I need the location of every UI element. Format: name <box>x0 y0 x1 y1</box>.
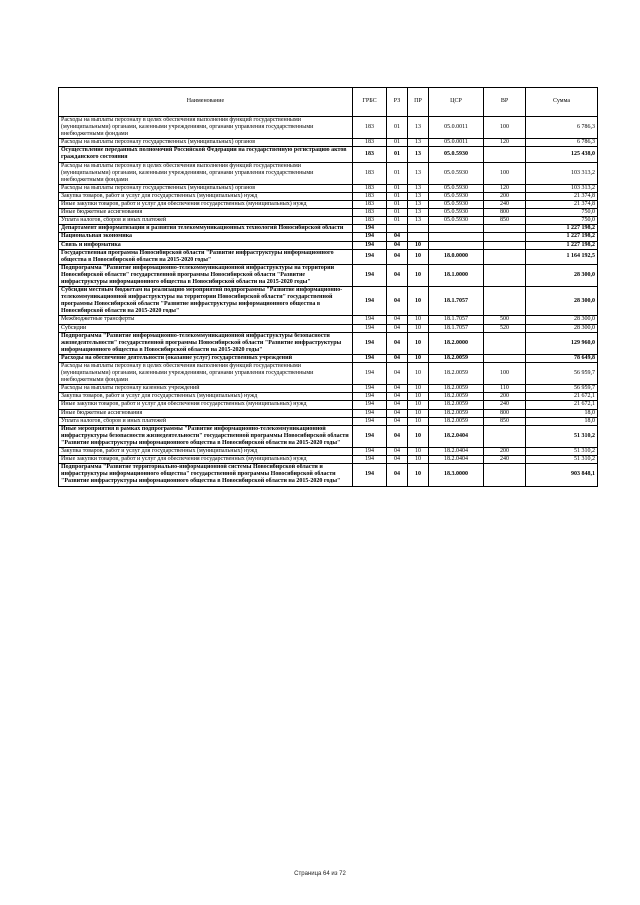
cell-grbs: 183 <box>353 209 387 217</box>
table-row <box>59 147 598 162</box>
page-number: Страница 64 из 72 <box>294 871 346 877</box>
cell-csr: 05.0.5930 <box>429 201 484 209</box>
cell-vr: 850 <box>484 417 526 425</box>
table-row <box>59 201 598 209</box>
cell-vr: 850 <box>484 217 526 225</box>
cell-rz: 04 <box>387 425 408 447</box>
table-row <box>59 249 598 264</box>
cell-pr: 10 <box>408 249 429 264</box>
cell-grbs: 194 <box>353 241 387 249</box>
cell-pr: 10 <box>408 401 429 409</box>
cell-sum: 21 672,1 <box>526 393 598 401</box>
cell-name: Подпрограмма "Развитие информационно-телекоммуникационной инфраструктуры на территории Новосибирской области" государственной программы Новосибирской области "Развитие инфраструктуры информационного общества в Новосибирской области на 2015-2020 годы" <box>59 264 353 286</box>
cell-sum: 28 300,0 <box>526 287 598 316</box>
cell-grbs: 194 <box>353 456 387 464</box>
cell-pr: 10 <box>408 448 429 456</box>
cell-csr: 18.2.0059 <box>429 385 484 393</box>
cell-rz: 01 <box>387 117 408 139</box>
cell-rz: 01 <box>387 139 408 147</box>
cell-csr: 05.0.0011 <box>429 139 484 147</box>
cell-csr: 18.1.0000 <box>429 264 484 286</box>
cell-sum: 51 310,2 <box>526 448 598 456</box>
cell-csr: 18.2.0000 <box>429 332 484 354</box>
cell-name: Связь и информатика <box>59 241 353 249</box>
cell-sum: 56 959,7 <box>526 363 598 385</box>
cell-vr <box>484 225 526 233</box>
table-row <box>59 363 598 385</box>
table-row <box>59 448 598 456</box>
table-row <box>59 139 598 147</box>
cell-pr: 13 <box>408 162 429 184</box>
cell-rz: 04 <box>387 332 408 354</box>
cell-vr: 120 <box>484 139 526 147</box>
cell-rz: 04 <box>387 385 408 393</box>
table-row <box>59 192 598 200</box>
table-row <box>59 425 598 447</box>
cell-csr: 18.2.0059 <box>429 401 484 409</box>
cell-rz: 04 <box>387 409 408 417</box>
table-row <box>59 233 598 241</box>
cell-grbs: 183 <box>353 192 387 200</box>
cell-vr: 240 <box>484 201 526 209</box>
cell-pr: 10 <box>408 264 429 286</box>
cell-grbs: 194 <box>353 324 387 332</box>
cell-name: Национальная экономика <box>59 233 353 241</box>
table-row <box>59 456 598 464</box>
cell-name: Иные бюджетные ассигнования <box>59 209 353 217</box>
cell-pr: 10 <box>408 324 429 332</box>
cell-name: Иные бюджетные ассигнования <box>59 409 353 417</box>
cell-name: Субсидии местным бюджетам на реализацию мероприятий подпрограммы "Развитие информационно-телекоммуникационной инфраструктуры на территории Новосибирской области" государственной программы Новосибирской области "Развитие инфраструктуры информационного общества в Новосибирской области на 2015-2020 годы" <box>59 287 353 316</box>
cell-vr <box>484 241 526 249</box>
table-row <box>59 464 598 486</box>
cell-name: Иные мероприятия в рамках подпрограммы "Развитие информационно-телекоммуникационной инфраструктуры безопасности жизнедеятельности" государственной программы Новосибирской области "Развитие инфраструктуры информационного общества в Новосибирской области на 2015-2020 годы" <box>59 425 353 447</box>
cell-csr: 18.1.7057 <box>429 316 484 324</box>
cell-vr: 100 <box>484 363 526 385</box>
cell-csr: 18.2.0404 <box>429 425 484 447</box>
table-header-row <box>59 88 598 117</box>
cell-vr: 500 <box>484 316 526 324</box>
table-row <box>59 162 598 184</box>
table-row <box>59 287 598 316</box>
cell-csr: 18.2.0404 <box>429 456 484 464</box>
cell-csr: 05.0.5930 <box>429 162 484 184</box>
cell-sum: 103 313,2 <box>526 162 598 184</box>
cell-grbs: 194 <box>353 332 387 354</box>
cell-name: Иные закупки товаров, работ и услуг для обеспечения государственных (муниципальных) нужд <box>59 401 353 409</box>
cell-pr: 10 <box>408 393 429 401</box>
header-pr: ПР <box>408 88 429 117</box>
cell-csr: 05.0.5930 <box>429 184 484 192</box>
cell-csr: 05.0.5930 <box>429 147 484 162</box>
cell-csr: 18.2.0059 <box>429 393 484 401</box>
header-sum: Сумма <box>526 88 598 117</box>
cell-grbs: 194 <box>353 363 387 385</box>
cell-vr: 200 <box>484 192 526 200</box>
cell-pr: 10 <box>408 409 429 417</box>
cell-sum: 21 374,8 <box>526 201 598 209</box>
cell-pr: 13 <box>408 201 429 209</box>
cell-vr <box>484 287 526 316</box>
cell-grbs: 194 <box>353 233 387 241</box>
cell-pr: 10 <box>408 316 429 324</box>
cell-sum: 6 786,3 <box>526 117 598 139</box>
cell-rz: 01 <box>387 209 408 217</box>
cell-vr <box>484 425 526 447</box>
cell-name: Расходы на выплаты персоналу казенных учреждений <box>59 385 353 393</box>
cell-pr: 10 <box>408 363 429 385</box>
cell-name: Закупка товаров, работ и услуг для государственных (муниципальных) нужд <box>59 192 353 200</box>
header-vr: ВР <box>484 88 526 117</box>
cell-rz: 04 <box>387 233 408 241</box>
cell-vr: 240 <box>484 456 526 464</box>
cell-vr <box>484 249 526 264</box>
cell-csr: 05.0.5930 <box>429 217 484 225</box>
cell-vr: 200 <box>484 393 526 401</box>
cell-grbs: 183 <box>353 147 387 162</box>
cell-name: Уплата налогов, сборов и иных платежей <box>59 417 353 425</box>
cell-pr: 13 <box>408 217 429 225</box>
cell-sum: 21 672,1 <box>526 401 598 409</box>
cell-grbs: 183 <box>353 201 387 209</box>
cell-csr <box>429 241 484 249</box>
cell-pr: 13 <box>408 117 429 139</box>
cell-name: Департамент информатизации и развития телекоммуникационных технологий Новосибирской области <box>59 225 353 233</box>
cell-name: Расходы на выплаты персоналу в целях обеспечения выполнения функций государственными (муниципальными) органами, казенными учреждениями, органами управления государственными внебюджетными фондами <box>59 117 353 139</box>
table-row <box>59 324 598 332</box>
table-row <box>59 393 598 401</box>
cell-vr <box>484 464 526 486</box>
cell-name: Расходы на выплаты персоналу в целях обеспечения выполнения функций государственными (муниципальными) органами, казенными учреждениями, органами управления государственными внебюджетными фондами <box>59 162 353 184</box>
cell-pr: 13 <box>408 139 429 147</box>
cell-sum: 28 300,0 <box>526 316 598 324</box>
cell-grbs: 183 <box>353 117 387 139</box>
cell-rz: 04 <box>387 401 408 409</box>
cell-grbs: 194 <box>353 249 387 264</box>
cell-pr <box>408 225 429 233</box>
cell-name: Подпрограмма "Развитие территориально-информационной системы Новосибирской области и инфраструктуры информационного общества" государственной программы Новосибирской области "Развитие инфраструктуры информационного общества в Новосибирской области на 2015-2020 годы" <box>59 464 353 486</box>
cell-csr: 18.3.0000 <box>429 464 484 486</box>
cell-rz: 04 <box>387 464 408 486</box>
cell-grbs: 194 <box>353 316 387 324</box>
cell-grbs: 194 <box>353 409 387 417</box>
cell-csr: 05.0.5930 <box>429 192 484 200</box>
cell-vr: 520 <box>484 324 526 332</box>
table-row <box>59 332 598 354</box>
header-csr: ЦСР <box>429 88 484 117</box>
cell-grbs: 194 <box>353 393 387 401</box>
cell-name: Расходы на выплаты персоналу в целях обеспечения выполнения функций государственными (муниципальными) органами, казенными учреждениями, органами управления государственными внебюджетными фондами <box>59 363 353 385</box>
cell-grbs: 194 <box>353 425 387 447</box>
table-row <box>59 316 598 324</box>
cell-sum: 21 374,8 <box>526 192 598 200</box>
cell-grbs: 183 <box>353 184 387 192</box>
cell-name: Подпрограмма "Развитие информационно-телекоммуникационной инфраструктуры безопасности жизнедеятельности" государственной программы Новосибирской области "Развитие инфраструктуры информационного общества в Новосибирской области на 2015-2020 годы" <box>59 332 353 354</box>
cell-csr: 18.0.0000 <box>429 249 484 264</box>
cell-vr <box>484 264 526 286</box>
cell-pr: 13 <box>408 209 429 217</box>
cell-sum: 1 227 198,2 <box>526 233 598 241</box>
table-row <box>59 225 598 233</box>
table-row <box>59 241 598 249</box>
cell-rz: 04 <box>387 448 408 456</box>
cell-pr: 10 <box>408 241 429 249</box>
cell-name: Иные закупки товаров, работ и услуг для обеспечения государственных (муниципальных) нужд <box>59 456 353 464</box>
cell-sum: 28 300,0 <box>526 324 598 332</box>
cell-vr <box>484 233 526 241</box>
cell-csr: 18.2.0059 <box>429 363 484 385</box>
cell-sum: 18,0 <box>526 409 598 417</box>
cell-rz: 04 <box>387 324 408 332</box>
cell-csr: 05.0.0011 <box>429 117 484 139</box>
cell-pr: 13 <box>408 184 429 192</box>
cell-vr <box>484 147 526 162</box>
cell-sum: 6 786,3 <box>526 139 598 147</box>
cell-pr: 10 <box>408 464 429 486</box>
cell-name: Субсидии <box>59 324 353 332</box>
cell-sum: 56 959,7 <box>526 385 598 393</box>
cell-sum: 750,0 <box>526 217 598 225</box>
cell-name: Расходы на выплаты персоналу государственных (муниципальных) органов <box>59 139 353 147</box>
cell-sum: 1 227 198,2 <box>526 241 598 249</box>
cell-sum: 78 649,8 <box>526 354 598 362</box>
cell-sum: 129 960,0 <box>526 332 598 354</box>
cell-rz: 04 <box>387 417 408 425</box>
cell-vr: 800 <box>484 209 526 217</box>
cell-rz: 04 <box>387 249 408 264</box>
cell-name: Расходы на выплаты персоналу государственных (муниципальных) органов <box>59 184 353 192</box>
cell-grbs: 183 <box>353 217 387 225</box>
cell-grbs: 194 <box>353 287 387 316</box>
cell-sum: 18,0 <box>526 417 598 425</box>
cell-rz: 04 <box>387 287 408 316</box>
cell-sum: 1 227 198,2 <box>526 225 598 233</box>
cell-pr: 10 <box>408 287 429 316</box>
cell-rz: 01 <box>387 201 408 209</box>
cell-rz: 01 <box>387 192 408 200</box>
cell-csr: 18.1.7057 <box>429 287 484 316</box>
cell-rz: 01 <box>387 147 408 162</box>
table-row <box>59 417 598 425</box>
cell-grbs: 183 <box>353 162 387 184</box>
cell-csr <box>429 225 484 233</box>
cell-sum: 51 310,2 <box>526 456 598 464</box>
cell-grbs: 194 <box>353 385 387 393</box>
cell-rz: 01 <box>387 162 408 184</box>
cell-pr: 10 <box>408 417 429 425</box>
cell-csr <box>429 233 484 241</box>
cell-rz: 04 <box>387 363 408 385</box>
cell-grbs: 194 <box>353 448 387 456</box>
header-grbs: ГРБС <box>353 88 387 117</box>
cell-pr: 10 <box>408 456 429 464</box>
cell-vr: 240 <box>484 401 526 409</box>
cell-name: Осуществление переданных полномочий Российской Федерации на государственную регистрацию актов гражданского состояния <box>59 147 353 162</box>
table-row <box>59 117 598 139</box>
budget-table <box>58 87 598 487</box>
cell-vr: 120 <box>484 184 526 192</box>
cell-vr: 110 <box>484 385 526 393</box>
cell-vr: 100 <box>484 117 526 139</box>
cell-pr: 10 <box>408 385 429 393</box>
cell-rz: 04 <box>387 354 408 362</box>
cell-grbs: 194 <box>353 354 387 362</box>
table-row <box>59 401 598 409</box>
table-row <box>59 209 598 217</box>
table-row <box>59 217 598 225</box>
cell-csr: 18.1.7057 <box>429 324 484 332</box>
cell-pr: 10 <box>408 332 429 354</box>
cell-grbs: 194 <box>353 401 387 409</box>
cell-csr: 18.2.0404 <box>429 448 484 456</box>
cell-sum: 125 438,0 <box>526 147 598 162</box>
cell-rz: 04 <box>387 456 408 464</box>
cell-vr: 100 <box>484 162 526 184</box>
cell-rz <box>387 225 408 233</box>
cell-csr: 18.2.0059 <box>429 409 484 417</box>
cell-csr: 18.2.0059 <box>429 417 484 425</box>
cell-csr: 05.0.5930 <box>429 209 484 217</box>
cell-grbs: 194 <box>353 464 387 486</box>
cell-vr: 200 <box>484 448 526 456</box>
table-row <box>59 385 598 393</box>
cell-rz: 04 <box>387 393 408 401</box>
cell-pr: 10 <box>408 354 429 362</box>
cell-csr: 18.2.0059 <box>429 354 484 362</box>
cell-rz: 04 <box>387 316 408 324</box>
cell-sum: 103 313,2 <box>526 184 598 192</box>
table-row <box>59 354 598 362</box>
cell-name: Межбюджетные трансферты <box>59 316 353 324</box>
cell-name: Закупка товаров, работ и услуг для государственных (муниципальных) нужд <box>59 448 353 456</box>
cell-grbs: 194 <box>353 225 387 233</box>
cell-pr: 13 <box>408 147 429 162</box>
cell-pr: 13 <box>408 192 429 200</box>
cell-grbs: 194 <box>353 417 387 425</box>
cell-sum: 903 848,1 <box>526 464 598 486</box>
cell-sum: 750,0 <box>526 209 598 217</box>
header-name: Наименование <box>59 88 353 117</box>
table-body <box>59 117 598 487</box>
table-row <box>59 184 598 192</box>
cell-grbs: 194 <box>353 264 387 286</box>
cell-name: Уплата налогов, сборов и иных платежей <box>59 217 353 225</box>
cell-sum: 1 164 192,5 <box>526 249 598 264</box>
cell-vr <box>484 332 526 354</box>
cell-name: Расходы на обеспечение деятельности (оказание услуг) государственных учреждений <box>59 354 353 362</box>
cell-rz: 01 <box>387 217 408 225</box>
cell-name: Государственная программа Новосибирской области "Развитие инфраструктуры информационного общества в Новосибирской области на 2015-2020 годы" <box>59 249 353 264</box>
cell-sum: 51 310,2 <box>526 425 598 447</box>
table-row <box>59 264 598 286</box>
cell-rz: 01 <box>387 184 408 192</box>
cell-sum: 28 300,0 <box>526 264 598 286</box>
cell-pr <box>408 233 429 241</box>
table-row <box>59 409 598 417</box>
cell-pr: 10 <box>408 425 429 447</box>
cell-rz: 04 <box>387 241 408 249</box>
header-rz: РЗ <box>387 88 408 117</box>
cell-grbs: 183 <box>353 139 387 147</box>
cell-vr: 800 <box>484 409 526 417</box>
cell-name: Закупка товаров, работ и услуг для государственных (муниципальных) нужд <box>59 393 353 401</box>
cell-name: Иные закупки товаров, работ и услуг для обеспечения государственных (муниципальных) нужд <box>59 201 353 209</box>
cell-rz: 04 <box>387 264 408 286</box>
cell-vr <box>484 354 526 362</box>
